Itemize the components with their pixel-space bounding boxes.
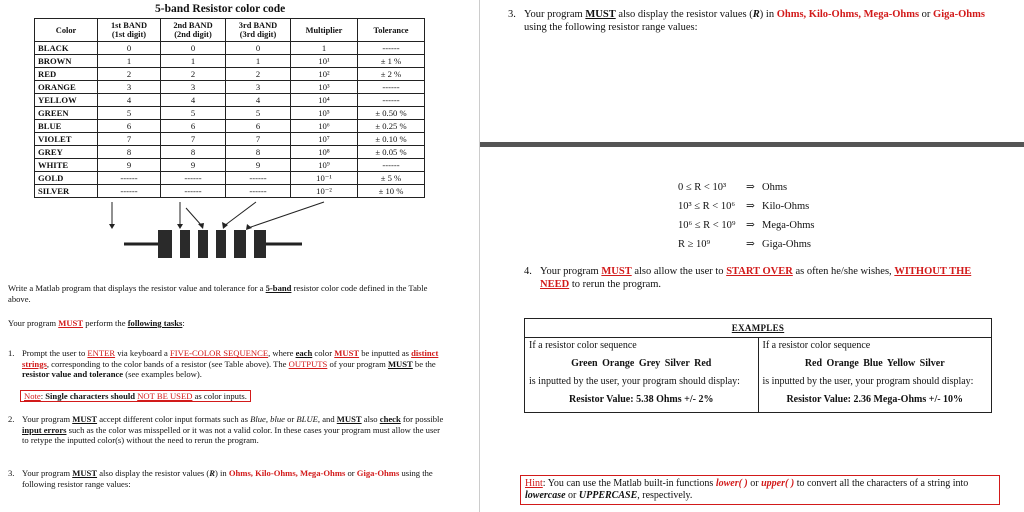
- table-title: 5-band Resistor color code: [155, 3, 286, 15]
- cell-multiplier: 10⁸: [291, 146, 358, 159]
- header-band2: 2nd BAND (2nd digit): [161, 19, 226, 42]
- cell-color: YELLOW: [35, 94, 98, 107]
- range-condition: 10³ ≤ R < 10⁶: [678, 201, 735, 212]
- cell-band3: 8: [226, 146, 291, 159]
- cell-tolerance: ------: [358, 42, 425, 55]
- implies-arrow-icon: ⇒: [746, 220, 755, 231]
- cell-band1: 0: [98, 42, 161, 55]
- cell-color: GOLD: [35, 172, 98, 185]
- cell-band2: ------: [161, 172, 226, 185]
- cell-multiplier: 1: [291, 42, 358, 55]
- example-1-result: Resistor Value: 5.38 Ohms +/- 2%: [569, 394, 714, 405]
- cell-tolerance: ± 0.25 %: [358, 120, 425, 133]
- cell-color: SILVER: [35, 185, 98, 198]
- cell-band2: 6: [161, 120, 226, 133]
- cell-band1: 1: [98, 55, 161, 68]
- example-2-result: Resistor Value: 2.36 Mega-Ohms +/- 10%: [786, 394, 964, 405]
- example-2: [758, 338, 992, 413]
- example-1-mid: is inputted by the user, your program should display:: [529, 376, 740, 387]
- cell-band1: 4: [98, 94, 161, 107]
- example-2-lead: If a resistor color sequence: [762, 340, 871, 351]
- implies-arrow-icon: ⇒: [746, 201, 755, 212]
- example-2-mid: is inputted by the user, your program should display:: [762, 376, 974, 387]
- table-row: [35, 94, 425, 107]
- cell-band1: 8: [98, 146, 161, 159]
- cell-band3: 7: [226, 133, 291, 146]
- cell-color: BLUE: [35, 120, 98, 133]
- range-row: [678, 220, 815, 239]
- resistor-color-table: [34, 18, 425, 198]
- table-row: [35, 185, 425, 198]
- example-1-lead: If a resistor color sequence: [529, 340, 637, 351]
- table-row: [35, 55, 425, 68]
- range-unit: Giga-Ohms: [762, 239, 811, 250]
- cell-multiplier: 10⁻¹: [291, 172, 358, 185]
- cell-color: BLACK: [35, 42, 98, 55]
- cell-band2: 5: [161, 107, 226, 120]
- band-3: [208, 230, 216, 258]
- task-item-4: 4. Your program MUST also allow the user to START OVER as often he/she wishes, WITHOUT THE NEED to rerun the program.: [524, 266, 972, 290]
- range-row: [678, 239, 815, 258]
- hint-box: Hint: You can use the Matlab built-in functions lower( ) or upper( ) to convert all the characters of a string into lowercase or UPPERCASE, respectively.: [520, 475, 1000, 505]
- example-2-sequence: Red Orange Blue Yellow Silver: [804, 358, 945, 369]
- tasks-heading: Your program MUST perform the following tasks:: [8, 318, 185, 328]
- cell-band1: 6: [98, 120, 161, 133]
- cell-band3: 1: [226, 55, 291, 68]
- range-row: [678, 201, 815, 220]
- table-row: [35, 81, 425, 94]
- cell-tolerance: ± 2 %: [358, 68, 425, 81]
- range-condition: 10⁶ ≤ R < 10⁹: [678, 220, 736, 231]
- cell-multiplier: 10³: [291, 81, 358, 94]
- cell-multiplier: 10¹: [291, 55, 358, 68]
- cell-color: RED: [35, 68, 98, 81]
- cell-tolerance: ± 0.50 %: [358, 107, 425, 120]
- cell-band1: 2: [98, 68, 161, 81]
- cell-band2: 2: [161, 68, 226, 81]
- example-1: [525, 338, 759, 413]
- task-item-1: 1. Prompt the user to ENTER via keyboard a FIVE-COLOR SEQUENCE, where each color MUST be inputted as distinct strings, corresponding to the color bands of a resistor (see Table above). The OUTPUTS of your program MUST be the resistor value and tolerance (see examples below).: [8, 348, 439, 379]
- range-row: [678, 182, 815, 201]
- resistor-diagram: [34, 200, 404, 260]
- cell-band2: 1: [161, 55, 226, 68]
- cell-band3: 9: [226, 159, 291, 172]
- cell-band1: 9: [98, 159, 161, 172]
- cell-band2: 7: [161, 133, 226, 146]
- header-band1: 1st BAND (1st digit): [98, 19, 161, 42]
- cell-multiplier: 10⁶: [291, 120, 358, 133]
- range-unit: Kilo-Ohms: [762, 201, 810, 212]
- page-divider: [479, 0, 480, 512]
- cell-color: ORANGE: [35, 81, 98, 94]
- examples-header: EXAMPLES: [525, 319, 992, 338]
- cell-band3: ------: [226, 172, 291, 185]
- implies-arrow-icon: ⇒: [746, 239, 755, 250]
- range-condition: 0 ≤ R < 10³: [678, 182, 727, 193]
- cell-tolerance: ------: [358, 94, 425, 107]
- cell-band3: 0: [226, 42, 291, 55]
- arrow-band3: [186, 208, 202, 226]
- table-row: [35, 68, 425, 81]
- cell-tolerance: ± 5 %: [358, 172, 425, 185]
- task-3-number-right: 3.: [508, 9, 516, 20]
- band-1: [172, 230, 180, 258]
- header-tolerance: Tolerance: [358, 19, 425, 42]
- table-row: [35, 146, 425, 159]
- example-1-sequence: Green Orange Grey Silver Red: [571, 358, 712, 369]
- cell-tolerance: ------: [358, 81, 425, 94]
- table-body: [35, 42, 425, 198]
- cell-multiplier: 10⁷: [291, 133, 358, 146]
- range-unit: Mega-Ohms: [762, 220, 815, 231]
- cell-band2: 8: [161, 146, 226, 159]
- cell-band2: 4: [161, 94, 226, 107]
- arrow-multiplier: [224, 202, 256, 226]
- band-4: [226, 230, 234, 258]
- band-5: [246, 230, 254, 258]
- task-item-3-right: 3. Your program MUST also display the resistor values (R) in Ohms, Kilo-Ohms, Mega-Ohms or Giga-Ohms using the following resistor range values:: [508, 9, 985, 33]
- task-item-2: 2. Your program MUST accept different color input formats such as Blue, blue or BLUE, and MUST also check for possible input errors such as the color was misspelled or it was not a valid color. In these cases your program must allow the user to retype the inputted color(s) without the need to rerun the program.: [8, 414, 444, 445]
- cell-band3: 2: [226, 68, 291, 81]
- cell-band3: ------: [226, 185, 291, 198]
- table-row: [35, 159, 425, 172]
- arrowhead-band2: [177, 224, 183, 229]
- arrowhead-band3: [198, 223, 204, 229]
- header-color: Color: [35, 19, 98, 42]
- task-3-number-left: 3.: [8, 468, 15, 478]
- cell-band1: 7: [98, 133, 161, 146]
- cell-color: GREEN: [35, 107, 98, 120]
- resistor-range-list: [678, 182, 815, 258]
- cell-tolerance: ± 0.10 %: [358, 133, 425, 146]
- cell-multiplier: 10⁻²: [291, 185, 358, 198]
- table-row: [35, 120, 425, 133]
- cell-band1: ------: [98, 172, 161, 185]
- cell-color: GREY: [35, 146, 98, 159]
- cell-multiplier: 10⁵: [291, 107, 358, 120]
- cell-multiplier: 10²: [291, 68, 358, 81]
- cell-multiplier: 10⁹: [291, 159, 358, 172]
- range-unit: Ohms: [762, 182, 788, 193]
- cell-band2: 9: [161, 159, 226, 172]
- cell-band3: 5: [226, 107, 291, 120]
- cell-color: BROWN: [35, 55, 98, 68]
- table-row: [35, 107, 425, 120]
- cell-band1: ------: [98, 185, 161, 198]
- table-row: [35, 42, 425, 55]
- cell-band1: 3: [98, 81, 161, 94]
- cell-band3: 6: [226, 120, 291, 133]
- task-item-3-left: 3. Your program MUST also display the resistor values (R) in Ohms, Kilo-Ohms, Mega-Ohms or Giga-Ohms using the following resistor range values:: [8, 468, 433, 489]
- table-row: [35, 172, 425, 185]
- band-2: [190, 230, 198, 258]
- cell-color: WHITE: [35, 159, 98, 172]
- note-box: Note: Single characters should NOT BE USED as color inputs.: [20, 391, 251, 402]
- band-arrows: [109, 202, 324, 230]
- cell-tolerance: ± 0.05 %: [358, 146, 425, 159]
- task-2-number: 2.: [8, 414, 15, 424]
- intro-paragraph: Write a Matlab program that displays the resistor value and tolerance for a 5-band resistor color code defined in the Table above.: [8, 283, 428, 304]
- task-4-number: 4.: [524, 266, 532, 277]
- arrowhead-band1: [109, 224, 115, 229]
- cell-color: VIOLET: [35, 133, 98, 146]
- cell-band1: 5: [98, 107, 161, 120]
- table-row: [35, 133, 425, 146]
- table-header-row: [35, 19, 425, 42]
- page-break-bar: [480, 142, 1024, 147]
- implies-arrow-icon: ⇒: [746, 182, 755, 193]
- cell-band2: ------: [161, 185, 226, 198]
- cell-tolerance: ± 10 %: [358, 185, 425, 198]
- header-band3: 3rd BAND (3rd digit): [226, 19, 291, 42]
- cell-band2: 0: [161, 42, 226, 55]
- cell-band3: 3: [226, 81, 291, 94]
- cell-band2: 3: [161, 81, 226, 94]
- arrow-tolerance: [248, 202, 324, 228]
- cell-tolerance: ± 1 %: [358, 55, 425, 68]
- task-1-number: 1.: [8, 348, 15, 358]
- range-condition: R ≥ 10⁹: [678, 239, 711, 250]
- cell-multiplier: 10⁴: [291, 94, 358, 107]
- header-multiplier: Multiplier: [291, 19, 358, 42]
- examples-table: [524, 318, 992, 413]
- cell-band3: 4: [226, 94, 291, 107]
- cell-tolerance: ------: [358, 159, 425, 172]
